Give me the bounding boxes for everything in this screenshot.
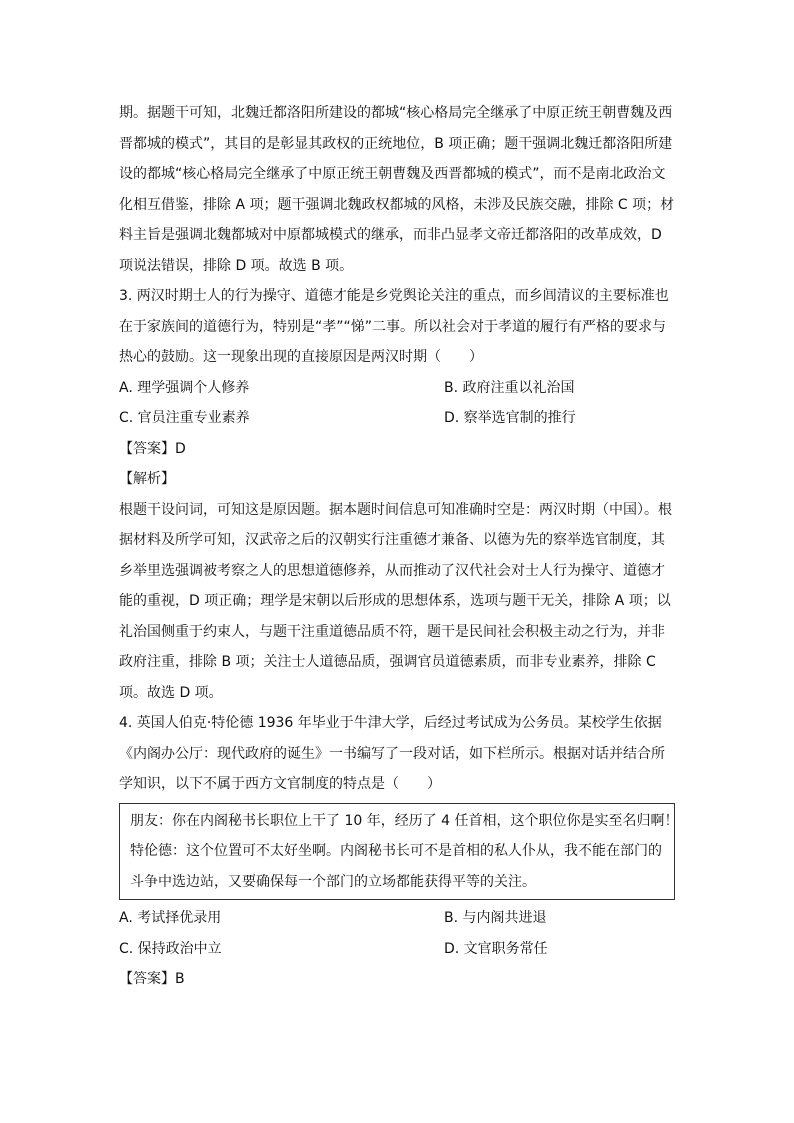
page-content xyxy=(119,98,679,995)
text-line: 能的重视，D 项正确；理学是宋朝以后形成的思想体系，选项与题干无关，排除 A 项；以 xyxy=(119,593,671,609)
question-3-stem xyxy=(119,281,675,373)
dialogue-box xyxy=(119,803,679,901)
text-line: 据材料及所学可知，汉武帝之后的汉朝实行注重德才兼备、以德为先的察举选官制度，其 xyxy=(119,532,665,548)
question-4-stem xyxy=(119,708,675,800)
text-line: 学知识，以下不属于西方文官制度的特点是（ ） xyxy=(119,776,441,792)
q2-analysis-continuation xyxy=(119,98,675,281)
text-line: 设的都城“核心格局完全继承了中原正统王朝曹魏及西晋都城的模式”，而不是南北政治文 xyxy=(119,166,666,182)
text-line: 乡举里选强调被考察之人的思想道德修养，从而推动了汉代社会对士人行为操守、道德才 xyxy=(119,562,665,579)
text-line: 期。据题干可知，北魏迁都洛阳所建设的都城“核心格局完全继承了中原正统王朝曹魏及西 xyxy=(119,105,673,121)
text-line: 政府注重，排除 B 项；关注士人道德品质，强调官员道德素质，而非专业素养，排除 C xyxy=(119,654,656,670)
option-c: C. 官员注重专业素养 xyxy=(119,410,250,426)
question-3-options xyxy=(119,373,675,434)
text-line: 热心的鼓励。这一现象出现的直接原因是两汉时期（ ） xyxy=(119,349,483,365)
text-line: 4. 英国人伯克·特伦德 1936 年毕业于牛津大学，后经过考试成为公务员。某校学生依据 xyxy=(119,715,662,731)
text-line: 项。故选 D 项。 xyxy=(119,684,223,701)
option-c: C. 保持政治中立 xyxy=(119,940,222,957)
text-line: 项说法错误，排除 D 项。故选 B 项。 xyxy=(119,257,354,274)
option-d: D. 文官职务常任 xyxy=(444,940,548,957)
text-line: 根题干设问词，可知这是原因题。据本题时间信息可知准确时空是：两汉时期（中国）。根 xyxy=(119,501,672,518)
dialogue-line: 斗争中选边站，又要确保每一个部门的立场都能获得平等的关注。 xyxy=(130,873,536,890)
option-d: D. 察举选官制的推行 xyxy=(444,410,576,426)
text-line: 礼治国侧重于约束人，与题干注重道德品质不符，题干是民间社会积极主动之行为，并非 xyxy=(119,623,665,640)
dialogue-line: 朋友：你在内阁秘书长职位上干了 10 年，经历了 4 任首相，这个职位你是实至名归啊！ xyxy=(130,812,679,829)
dialogue-line: 特伦德：这个位置可不太好坐啊。内阁秘书长可不是首相的私人仆从，我不能在部门的 xyxy=(130,843,662,859)
text-line: 晋都城的模式”，其目的是彰显其政权的正统地位，B 项正确；题干强调北魏迁都洛阳所建 xyxy=(119,135,673,152)
text-line: 化相互借鉴，排除 A 项；题干强调北魏政权都城的风格，未涉及民族交融，排除 C 项；材 xyxy=(119,196,675,213)
question-4-options xyxy=(119,903,675,964)
option-a: A. 理学强调个人修养 xyxy=(119,379,250,396)
text-line: 3. 两汉时期士人的行为操守、道德才能是乡党舆论关注的重点，而乡闾清议的主要标准也 xyxy=(119,288,669,304)
option-b: B. 与内阁共进退 xyxy=(444,910,547,926)
text-line: 《内阁办公厅：现代政府的诞生》一书编写了一段对话，如下栏所示。根据对话并结合所 xyxy=(119,745,665,762)
question-3-analysis xyxy=(119,495,675,709)
option-b: B. 政府注重以礼治国 xyxy=(444,379,575,396)
question-4-answer: 【答案】B xyxy=(119,971,185,987)
text-line: 在于家族间的道德行为，特别是“孝”“悌”二事。所以社会对于孝道的履行有严格的要求与 xyxy=(119,318,667,335)
option-a: A. 考试择优录用 xyxy=(119,910,222,926)
question-3-analysis-heading: 【解析】 xyxy=(119,471,175,487)
question-3-answer: 【答案】D xyxy=(119,440,186,457)
text-line: 料主旨是强调北魏都城对中原都城模式的继承，而非凸显孝文帝迁都洛阳的改革成效，D xyxy=(119,227,662,243)
